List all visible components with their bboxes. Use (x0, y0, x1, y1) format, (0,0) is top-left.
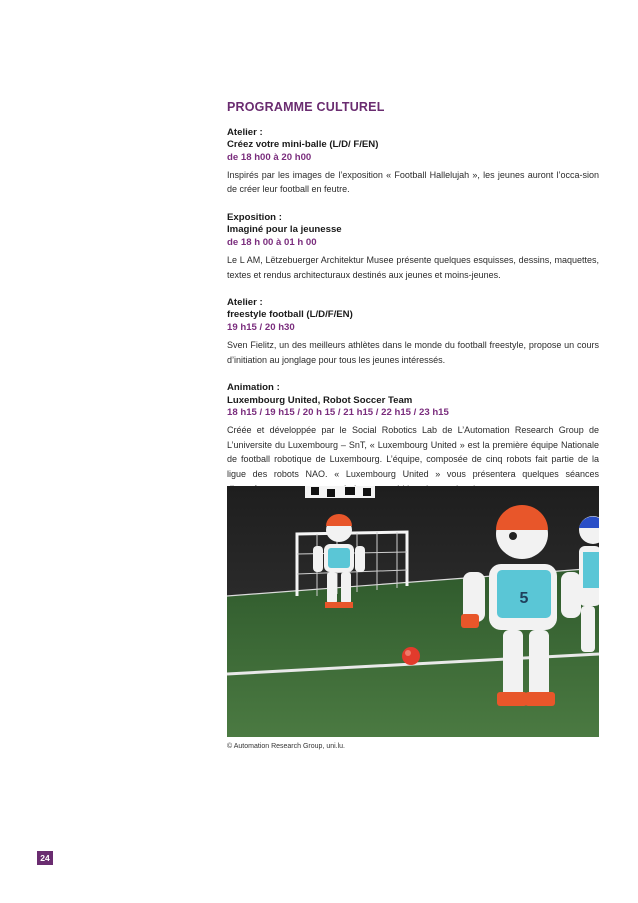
event-description: Sven Fielitz, un des meilleurs athlètes dans le monde du football freestyle, propose un cours d’initiation au jonglage pour tous les jeunes intéressés. (227, 340, 599, 365)
robot-soccer-illustration (227, 486, 599, 737)
event-time: de 18 h 00 à 01 h 00 (227, 236, 317, 248)
robot-number: 5 (519, 590, 529, 607)
event-workshop-mini-ball (227, 127, 599, 197)
event-kind: Atelier : (227, 297, 263, 309)
event-time: 19 h15 / 20 h30 (227, 321, 295, 333)
event-kind: Exposition : (227, 212, 282, 224)
event-name: Imaginé pour la jeunesse (227, 224, 342, 236)
marker-board (305, 486, 375, 498)
page-number: 24 (37, 851, 53, 865)
event-time: 18 h15 / 19 h15 / 20 h 15 / 21 h15 / 22 h15 / 23 h15 (227, 406, 449, 418)
photo-caption: © Automation Research Group, uni.lu. (227, 743, 345, 750)
robot-soccer-photo (227, 486, 599, 737)
event-name: freestyle football (L/D/F/EN) (227, 309, 353, 321)
section-title: PROGRAMME CULTUREL (227, 100, 385, 114)
event-description: Créée et développée par le Social Robotics Lab de L’Automation Research Group de L’universite du Luxembourg – SnT, « Luxembourg United » est la première équipe Nationale de football robotique de Luxembourg. L’équipe, composée de cinq robots fait partie de la ligue des robots NAO. « Luxembourg United » vous présentera quelques séances (227, 425, 599, 479)
event-kind: Animation : (227, 382, 280, 394)
event-description: Inspirés par les images de l’exposition « Football Hallelujah », les jeunes auront l’occa-sion de créer leur football en feutre. (227, 169, 599, 195)
event-name: Créez votre mini-balle (L/D/ F/EN) (227, 139, 379, 151)
event-animation-robot-soccer (227, 382, 599, 496)
event-kind: Atelier : (227, 127, 263, 138)
event-description: Le L AM, Lëtzebuerger Architektur Musee présente quelques esquisses, dessins, maquettes, textes et rendus architecturaux destinés aux jeunes et moins-jeunes. (227, 254, 599, 280)
event-time: de 18 h00 à 20 h00 (227, 151, 312, 163)
event-workshop-freestyle (227, 297, 599, 367)
main-content (227, 100, 599, 511)
event-exhibition (227, 212, 599, 282)
event-name: Luxembourg United, Robot Soccer Team (227, 394, 413, 406)
ball (402, 647, 420, 665)
